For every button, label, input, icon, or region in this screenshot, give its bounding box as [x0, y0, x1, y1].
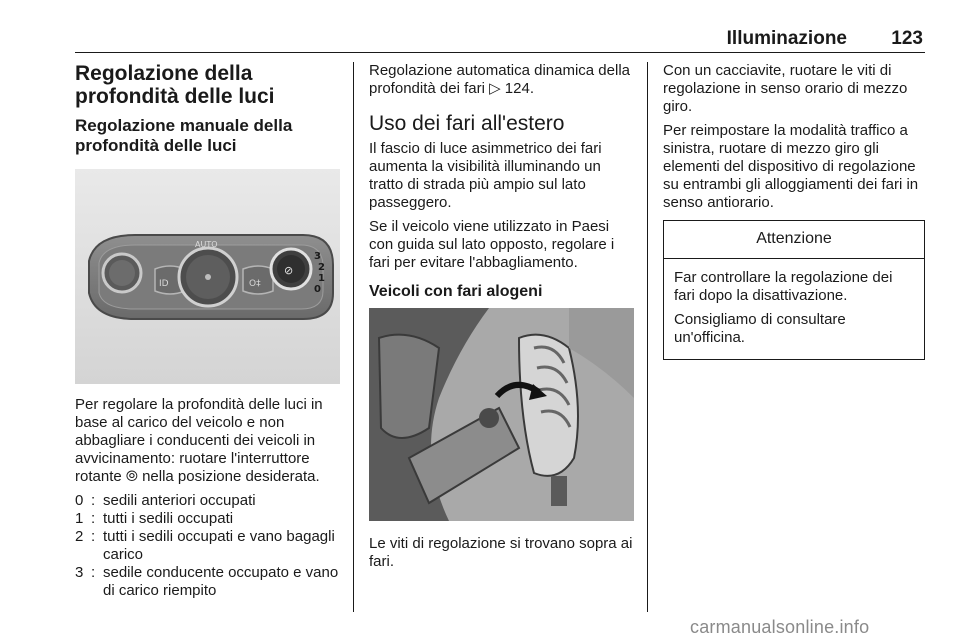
reset-paragraph: Per reimpostare la modalità traffico a sinistra, ruotare di mezzo giro gli elementi del dispositivo di regolazione su entrambi gli alloggiamenti dei fari in senso antiorario. [663, 122, 919, 211]
list-item: 3 : sedile conducente occupato e vano di carico riempito [75, 564, 339, 599]
scale-label-2: 2 [318, 262, 325, 273]
range-dial-icon: ⦾ [125, 468, 138, 485]
column-left [75, 62, 340, 600]
section-title: Illuminazione [726, 28, 847, 49]
abroad-paragraph-1: Il fascio di luce asimmetrico dei fari aumenta la visibilità illuminando un tratto di strada più ampio sul lato passeggero. [369, 140, 602, 211]
halogen-headlight-figure [369, 308, 634, 521]
scale-label-3: 3 [314, 251, 321, 262]
manual-range-instructions [75, 396, 340, 486]
column-right [663, 62, 925, 360]
page-ref-icon: ▷ [489, 80, 501, 97]
halogen-caption: Le viti di regolazione si trovano sopra ai fari. [369, 535, 633, 570]
svg-text:ID: ID [159, 279, 169, 289]
subtitle-manual-range: Regolazione manuale della profondità delle luci [75, 116, 293, 155]
svg-text:⊘: ⊘ [284, 264, 294, 277]
title-headlight-range: Regolazione della profondità delle luci [75, 62, 275, 108]
instructions-text: Per regolare la profondità delle luci in base al carico del veicolo e non abbagliare i conducenti dei veicoli in avvicinamento: ruotare l'interruttore rotante [75, 396, 323, 485]
attention-box [663, 220, 925, 360]
halogen-subtitle: Veicoli con fari alogeni [369, 283, 543, 300]
switch-panel-figure [75, 169, 340, 384]
column-divider-2 [647, 62, 648, 612]
attention-paragraph-2: Consigliamo di consultare un'officina. [674, 311, 846, 346]
abroad-paragraph-2: Se il veicolo viene utilizzato in Paesi con guida sul lato opposto, regolare i fari per evitare l'abbagliamento. [369, 218, 615, 271]
screwdriver-paragraph: Con un cacciavite, ruotare le viti di regolazione in senso orario di mezzo giro. [663, 62, 908, 115]
instructions-text-end: nella posizione desiderata. [142, 468, 320, 485]
list-item: 2 : tutti i sedili occupati e vano bagagli carico [75, 528, 335, 563]
scale-label-1: 1 [318, 273, 325, 284]
attention-title: Attenzione [664, 221, 924, 259]
attention-paragraph-1: Far controllare la regolazione dei fari dopo la disattivazione. [674, 269, 893, 304]
page-number: 123 [891, 28, 923, 49]
column-middle [369, 62, 634, 577]
section-abroad-title: Uso dei fari all'estero [369, 112, 565, 135]
list-item: 0 : sedili anteriori occupati [75, 492, 256, 509]
auto-label: AUTO [195, 240, 218, 249]
column-divider-1 [353, 62, 354, 612]
load-positions-list [75, 492, 340, 600]
scale-label-0: 0 [314, 284, 321, 295]
automatic-range-reference: Regolazione automatica dinamica della profondità dei fari ▷ 124. [369, 62, 630, 97]
watermark: carmanualsonline.info [690, 617, 870, 637]
list-item: 1 : tutti i sedili occupati [75, 510, 234, 527]
svg-text:O‡: O‡ [249, 279, 261, 289]
page-header [75, 26, 925, 53]
